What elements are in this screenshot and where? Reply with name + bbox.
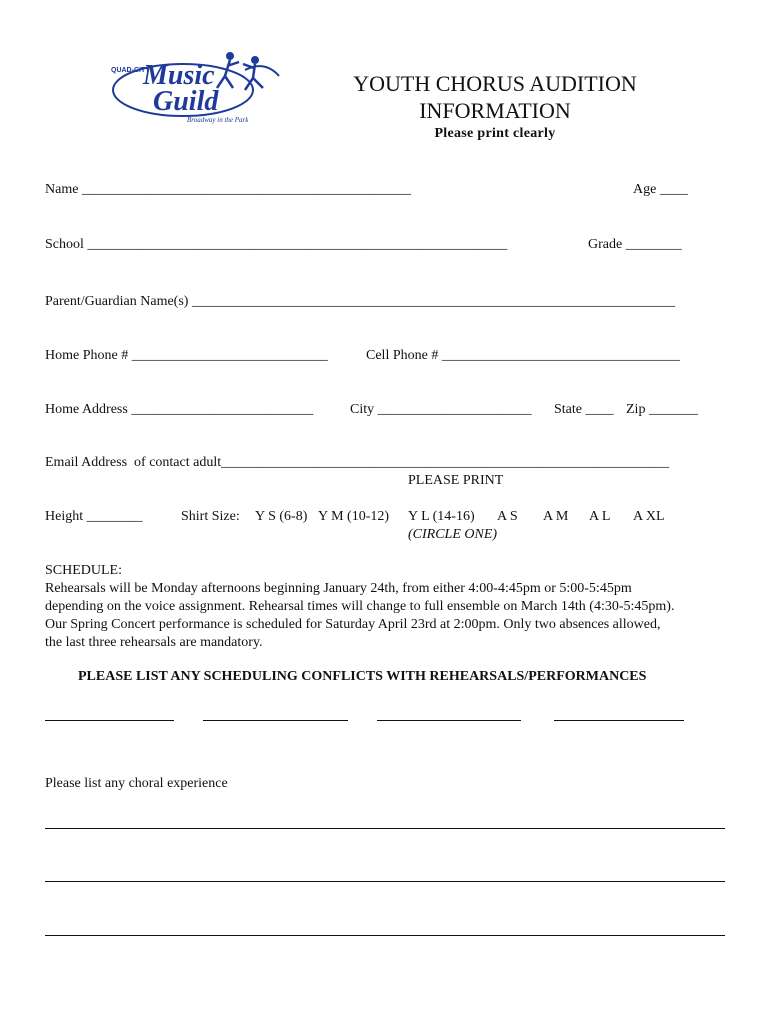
home-phone-field[interactable]: Home Phone # ____________________________ [45,348,328,363]
conflict-line-1[interactable] [45,720,174,721]
logo-graphic [105,48,285,126]
grade-field[interactable]: Grade ________ [588,237,682,252]
school-field[interactable]: School ____________________________________________________________ [45,237,508,252]
age-field[interactable]: Age ____ [633,182,688,197]
title-line-1: YOUTH CHORUS AUDITION [353,71,637,96]
title-line-2: INFORMATION [419,98,571,123]
choral-line-1[interactable] [45,828,725,829]
conflict-line-2[interactable] [203,720,348,721]
choral-experience-label: Please list any choral experience [45,776,228,791]
height-field[interactable]: Height ________ [45,509,143,524]
shirt-size-label: Shirt Size: [181,509,240,524]
schedule-line-1: Rehearsals will be Monday afternoons beginning January 24th, from either 4:00-4:45pm or 5:00-5:45pm [45,581,632,596]
svg-text:Music: Music [143,60,215,91]
shirt-size-yl[interactable]: Y L (14-16) [408,509,475,524]
parent-guardian-field[interactable]: Parent/Guardian Name(s) _____________________________________________________________________ [45,294,675,309]
schedule-line-4: the last three rehearsals are mandatory. [45,635,263,650]
conflict-line-4[interactable] [554,720,684,721]
schedule-line-3: Our Spring Concert performance is scheduled for Saturday April 23rd at 2:00pm. Only two absences allowed, [45,617,661,632]
svg-text:QUAD-CITY: QUAD-CITY [111,67,150,74]
schedule-line-2: depending on the voice assignment. Rehearsal times will change to full ensemble on March 14th (4:30-5:45pm). [45,599,675,614]
shirt-size-axl[interactable]: A XL [633,509,665,524]
conflicts-heading: PLEASE LIST ANY SCHEDULING CONFLICTS WITH REHEARSALS/PERFORMANCES [78,669,647,684]
shirt-size-ym[interactable]: Y M (10-12) [318,509,390,524]
music-guild-logo [105,48,285,126]
choral-line-2[interactable] [45,881,725,882]
page-title [330,70,660,124]
page-subtitle: Please print clearly [434,126,556,141]
email-field[interactable]: Email Address of contact adult________________________________________________________________ [45,455,670,470]
home-address-field[interactable]: Home Address __________________________ [45,402,314,417]
svg-text:Guild: Guild [153,86,219,117]
please-print-note: PLEASE PRINT [408,473,504,488]
zip-field[interactable]: Zip _______ [626,402,698,417]
circle-one-note: (CIRCLE ONE) [408,527,498,542]
cell-phone-field[interactable]: Cell Phone # __________________________________ [366,348,680,363]
shirt-size-as[interactable]: A S [497,509,518,524]
svg-text:Broadway in the Park: Broadway in the Park [187,116,249,124]
shirt-size-am[interactable]: A M [543,509,569,524]
shirt-size-al[interactable]: A L [589,509,611,524]
state-field[interactable]: State ____ [554,402,614,417]
conflict-line-3[interactable] [377,720,521,721]
shirt-size-ys[interactable]: Y S (6-8) [255,509,308,524]
choral-line-3[interactable] [45,935,725,936]
city-field[interactable]: City ______________________ [350,402,532,417]
schedule-heading: SCHEDULE: [45,563,122,578]
name-field[interactable]: Name _______________________________________________ [45,182,411,197]
schedule-section [45,562,735,652]
